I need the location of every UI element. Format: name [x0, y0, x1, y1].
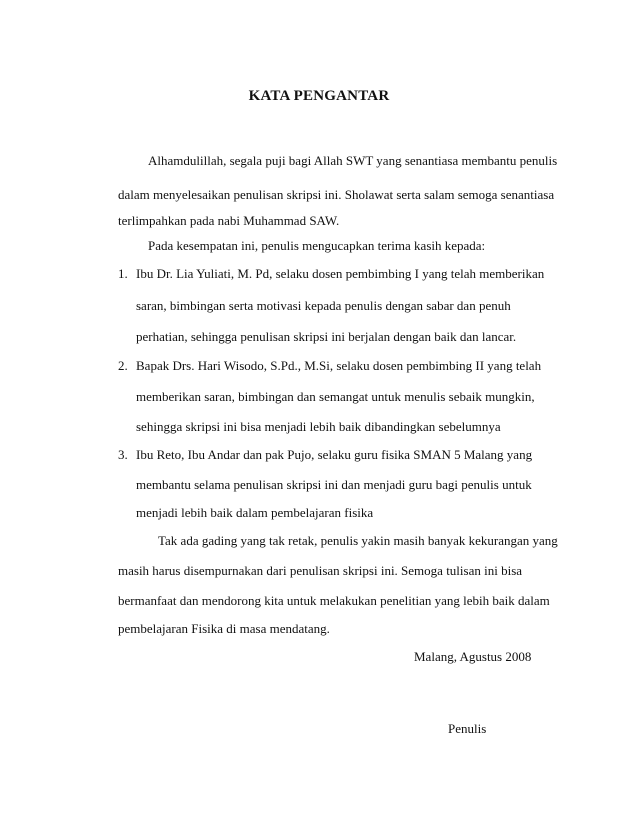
list-number: 1. — [118, 266, 128, 281]
signature-label: Penulis — [448, 721, 487, 736]
list-item-line: membantu selama penulisan skripsi ini dan menjadi guru bagi penulis untuk — [136, 477, 532, 492]
place-date: Malang, Agustus 2008 — [414, 649, 532, 664]
intro-line: terlimpahkan pada nabi Muhammad SAW. — [118, 213, 340, 228]
closing-line: pembelajaran Fisika di masa mendatang. — [118, 621, 330, 636]
list-item-line: menjadi lebih baik dalam pembelajaran fisika — [136, 505, 374, 520]
thanks-intro: Pada kesempatan ini, penulis mengucapkan terima kasih kepada: — [148, 238, 486, 253]
intro-line: dalam menyelesaikan penulisan skripsi ini. Sholawat serta salam semoga senantiasa — [118, 187, 555, 202]
intro-line: Alhamdulillah, segala puji bagi Allah SWT yang senantiasa membantu penulis — [148, 153, 558, 168]
list-item-line: Ibu Dr. Lia Yuliati, M. Pd, selaku dosen pembimbing I yang telah memberikan — [136, 266, 545, 281]
closing-line: bermanfaat dan mendorong kita untuk melakukan penelitian yang lebih baik dalam — [118, 593, 550, 608]
list-item-line: Ibu Reto, Ibu Andar dan pak Pujo, selaku guru fisika SMAN 5 Malang yang — [136, 447, 533, 462]
closing-line: Tak ada gading yang tak retak, penulis yakin masih banyak kekurangan yang — [158, 533, 558, 548]
list-item-line: saran, bimbingan serta motivasi kepada penulis dengan sabar dan penuh — [136, 298, 511, 313]
list-number: 3. — [118, 447, 128, 462]
list-item-line: perhatian, sehingga penulisan skripsi ini berjalan dengan baik dan lancar. — [136, 329, 517, 344]
list-number: 2. — [118, 358, 128, 373]
closing-line: masih harus disempurnakan dari penulisan skripsi ini. Semoga tulisan ini bisa — [118, 563, 523, 578]
list-item-line: memberikan saran, bimbingan dan semangat untuk menulis sebaik mungkin, — [136, 389, 535, 404]
list-item-line: Bapak Drs. Hari Wisodo, S.Pd., M.Si, selaku dosen pembimbing II yang telah — [136, 358, 542, 373]
list-item-line: sehingga skripsi ini bisa menjadi lebih baik dibandingkan sebelumnya — [136, 419, 501, 434]
page-title: KATA PENGANTAR — [248, 88, 390, 104]
